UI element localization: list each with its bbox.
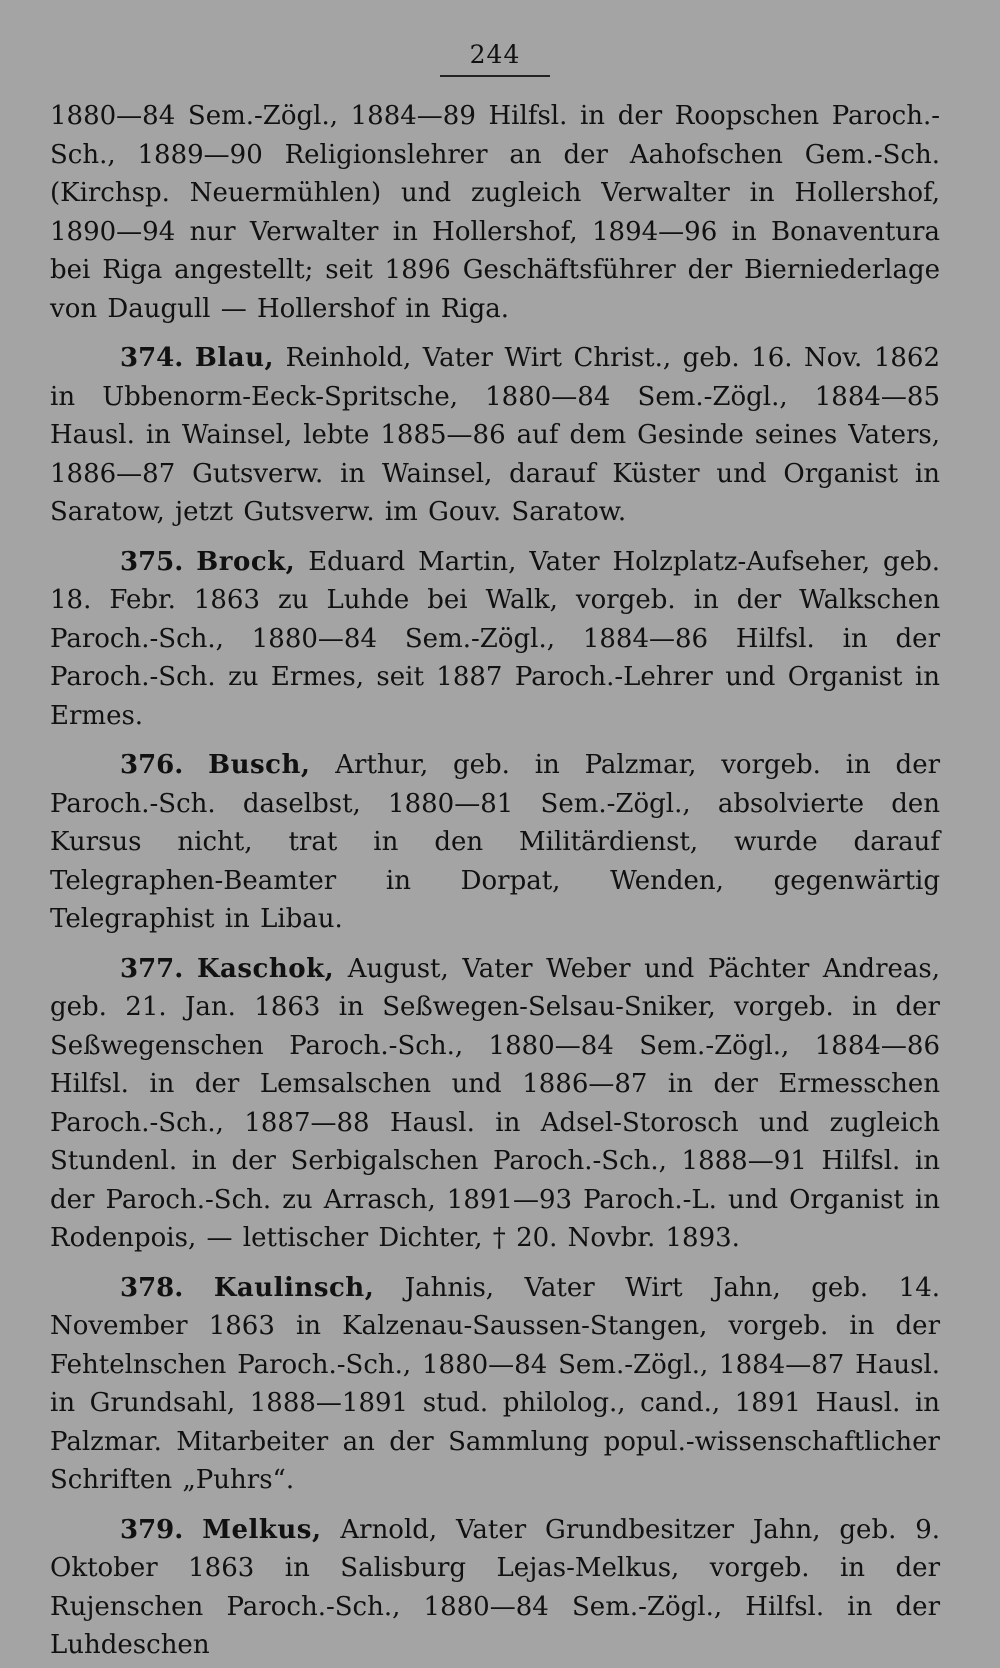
document-page xyxy=(50,40,941,1660)
entry-374 xyxy=(50,339,940,532)
entry-surname: Kaschok, xyxy=(196,953,335,984)
entry-surname: Melkus, xyxy=(202,1514,322,1545)
paragraph-continuation xyxy=(50,97,940,328)
entry-379 xyxy=(50,1511,940,1665)
entry-surname: Kaulinsch, xyxy=(213,1272,375,1303)
page-header xyxy=(50,40,940,77)
page-number: 244 xyxy=(440,40,551,77)
entry-text: Reinhold, Vater Wirt Christ., geb. 16. Nov. 1862 in Ubbenorm-Eeck-Spritsche, 1880—84 Sem.-Zögl., 1884—85 Hausl. in Wainsel, lebte 1885—86 auf dem Gesinde seines Vaters, 1886—87 Gutsverw. in Wainsel, darauf Küster und Organist in Saratow, jetzt Gutsverw. im Gouv. Saratow. xyxy=(50,343,941,527)
entry-number: 378. xyxy=(120,1272,184,1303)
entry-378 xyxy=(50,1269,940,1500)
entry-377 xyxy=(50,950,940,1258)
entry-text: August, Vater Weber und Pächter Andreas, geb. 21. Jan. 1863 in Seßwegen-Selsau-Sniker, vorgeb. in der Seßwegenschen Paroch.-Sch., 1880—84 Sem.-Zögl., 1884—86 Hilfsl. in der Lemsalschen und 1886—87 in der Ermesschen Paroch.-Sch., 1887—88 Hausl. in Adsel-Storosch und zugleich Stundenl. in der Serbigalschen Paroch.-Sch., 1888—91 Hilfsl. in der Paroch.-Sch. zu Arrasch, 1891—93 Paroch.-L. und Organist in Rodenpois, — lettischer Dichter, † 20. Novbr. 1893. xyxy=(50,953,941,1253)
entry-surname: Busch, xyxy=(208,750,311,780)
entry-text: Jahnis, Vater Wirt Jahn, geb. 14. November 1863 in Kalzenau-Saussen-Stangen, vorgeb. in der Fehtelnschen Paroch.-Sch., 1880—84 Sem.-Zögl., 1884—87 Hausl. in Grundsahl, 1888—1891 stud. philolog., cand., 1891 Hausl. in Palzmar. Mitarbeiter an der Sammlung popul.-wissenschaftlicher Schriften „Puhrs“. xyxy=(50,1272,941,1495)
entry-number: 374. xyxy=(120,343,184,373)
entry-text: Arthur, geb. in Palzmar, vorgeb. in der Paroch.-Sch. daselbst, 1880—81 Sem.-Zögl., absolvierte den Kursus nicht, trat in den Militärdienst, wurde darauf Telegraphen-Beamter in Dorpat, Wenden, gegenwärtig Telegraphist in Libau. xyxy=(50,750,941,934)
entry-surname: Blau, xyxy=(194,343,275,373)
entry-375 xyxy=(50,543,940,736)
entry-number: 375. xyxy=(120,546,184,577)
entry-surname: Brock, xyxy=(196,546,296,577)
entry-376 xyxy=(50,746,940,939)
entry-number: 376. xyxy=(120,750,184,780)
entry-number: 379. xyxy=(120,1514,184,1545)
entry-number: 377. xyxy=(120,953,184,984)
paragraph-text: 1880—84 Sem.-Zögl., 1884—89 Hilfsl. in der Roopschen Paroch.-Sch., 1889—90 Religionslehrer an der Aahofschen Gem.-Sch. (Kirchsp. Neuermühlen) und zugleich Verwalter in Hollershof, 1890—94 nur Verwalter in Hollershof, 1894—96 in Bonaventura bei Riga angestellt; seit 1896 Geschäftsführer der Bierniederlage von Daugull — Hollershof in Riga. xyxy=(50,101,940,324)
entry-text: Eduard Martin, Vater Holzplatz-Aufseher, geb. 18. Febr. 1863 zu Luhde bei Walk, vorgeb. in der Walkschen Paroch.-Sch., 1880—84 Sem.-Zögl., 1884—86 Hilfsl. in der Paroch.-Sch. zu Ermes, seit 1887 Paroch.-Lehrer und Organist in Ermes. xyxy=(50,546,940,731)
entry-text: Arnold, Vater Grundbesitzer Jahn, geb. 9. Oktober 1863 in Salisburg Lejas-Melkus, vorgeb. in der Rujenschen Paroch.-Sch., 1880—84 Sem.-Zögl., Hilfsl. in der Luhdeschen xyxy=(50,1514,941,1660)
